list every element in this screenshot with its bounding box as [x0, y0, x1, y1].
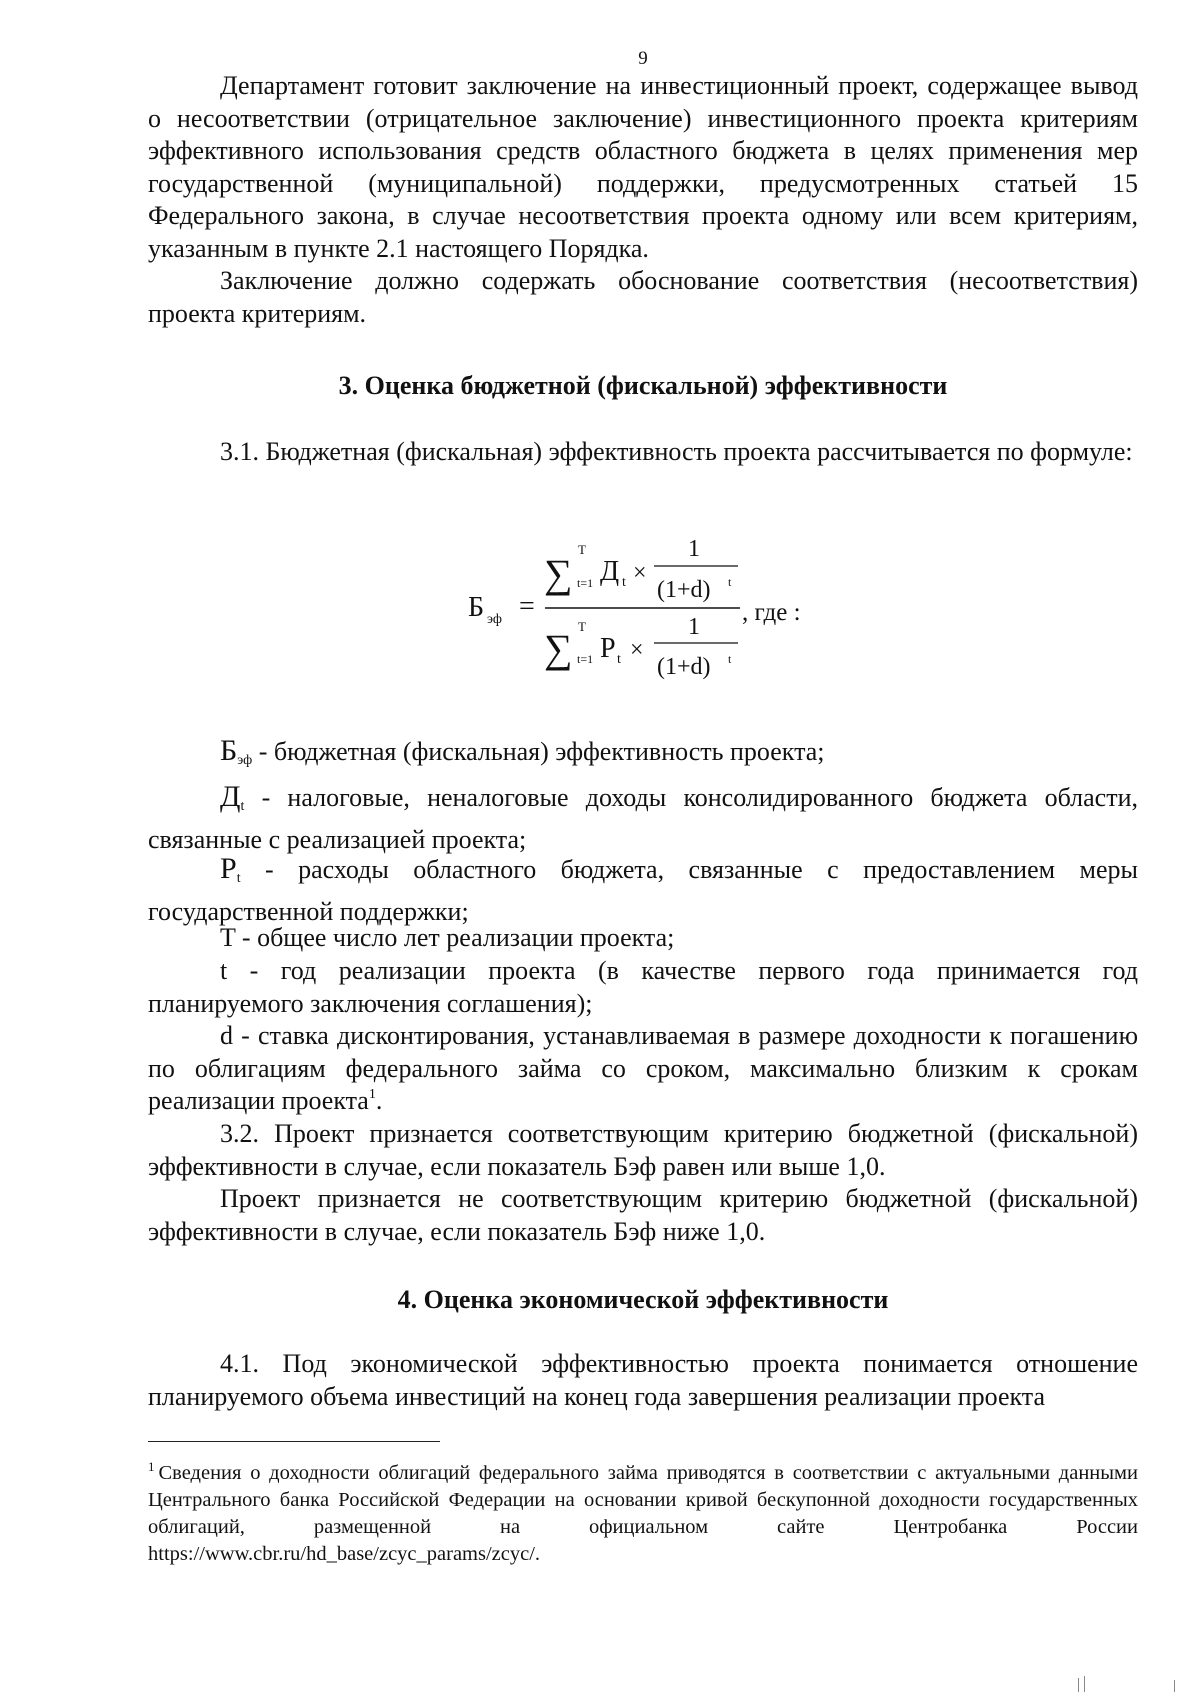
- numerator-inner-one: 1: [688, 536, 700, 562]
- section-3-heading: 3. Оценка бюджетной (фискальной) эффективности: [338, 371, 948, 400]
- denominator-sum-sign: ∑: [544, 626, 573, 671]
- scan-artifact-1: [1078, 1678, 1079, 1692]
- footnote-mark: 1: [148, 1459, 155, 1474]
- denominator-sum-upper: T: [578, 619, 586, 634]
- page-number: 9: [638, 48, 648, 69]
- definition-p-text: - расходы областного бюджета, связанные с предоставлением меры государственной поддержки;: [148, 855, 1138, 926]
- denominator-times: ×: [630, 637, 644, 663]
- denominator-sum-lower: t=1: [577, 652, 594, 666]
- denominator-inner-den: (1+d): [657, 654, 711, 680]
- definition-d-t: [148, 781, 1138, 856]
- numerator-sum-lower: t=1: [577, 576, 594, 590]
- definition-b-ef: [148, 735, 1200, 778]
- formula-lhs-sub: эф: [487, 612, 502, 627]
- section-4-heading: 4. Оценка экономической эффективности: [397, 1285, 889, 1314]
- formula-equals: =: [519, 591, 535, 622]
- definition-b-sub: эф: [237, 753, 253, 768]
- definition-t: t - год реализации проекта (в качестве первого года принимается год планируемого заключения соглашения);: [148, 956, 1138, 1018]
- scan-artifact-2: [1084, 1676, 1085, 1692]
- definition-b-text: - бюджетная (фискальная) эффективность проекта;: [252, 737, 825, 766]
- denominator-var: P: [600, 633, 616, 664]
- formula-svg: [0, 530, 1200, 690]
- definition-b-symbol: Б: [220, 734, 238, 767]
- paragraph-3-1: 3.1. Бюджетная (фискальная) эффективность проекта рассчитывается по формуле:: [220, 437, 1133, 466]
- definition-d-rate-text: d - ставка дисконтирования, устанавливаемая в размере доходности к погашению по облигациям федерального займа со сроком, максимально близким к срокам реализации проекта: [148, 1021, 1138, 1115]
- numerator-inner-exp: t: [728, 575, 732, 589]
- numerator-sum-sign: ∑: [544, 551, 573, 596]
- numerator-var: Д: [600, 556, 620, 587]
- numerator-inner-den: (1+d): [657, 577, 711, 603]
- definition-p-sub: t: [236, 871, 241, 886]
- definition-p-t: [148, 853, 1138, 928]
- paragraph-3-2: 3.2. Проект признается соответствующим критерию бюджетной (фискальной) эффективности в случае, если показатель Бэф равен или выше 1,0.: [148, 1119, 1138, 1181]
- footnote-text: Сведения о доходности облигаций федерального займа приводятся в соответствии с актуальными данными Центрального банка Российской Федерации на основании кривой бескупонной доходности государственных облигаций, размещенной на официальном сайте Центробанка России https://www.cbr.ru/hd_base/zcyc_params/zcyc/.: [148, 1462, 1138, 1565]
- formula-lhs: Б: [468, 592, 485, 623]
- paragraph-conclusion-justification: Заключение должно содержать обоснование соответствия (несоответствия) проекта критериям.: [148, 266, 1138, 328]
- paragraph-3-2-negative: Проект признается не соответствующим критерию бюджетной (фискальной) эффективности в случае, если показатель Бэф ниже 1,0.: [148, 1184, 1138, 1246]
- numerator-var-sub: t: [622, 575, 626, 590]
- paragraph-department-conclusion: Департамент готовит заключение на инвестиционный проект, содержащее вывод о несоответствии (отрицательное заключение) инвестиционного проекта критериям эффективного использования средств областного бюджета в целях применения мер государственной (муниципальной) поддержки, предусмотренных статьей 15 Федерального закона, в случае несоответствия проекта одному или всем критериям, указанным в пункте 2.1 настоящего Порядка.: [148, 71, 1138, 263]
- definition-p-symbol: P: [220, 852, 237, 885]
- definition-d-symbol: Д: [220, 780, 241, 813]
- footnote-separator: [148, 1441, 440, 1442]
- numerator-sum-upper: T: [578, 542, 586, 557]
- denominator-inner-one: 1: [688, 614, 700, 640]
- fiscal-efficiency-formula: [0, 530, 1200, 690]
- formula-where: , где :: [742, 599, 801, 626]
- numerator-times: ×: [633, 560, 647, 586]
- definition-d-rate-end: .: [375, 1086, 383, 1115]
- paragraph-4-1: 4.1. Под экономической эффективностью проекта понимается отношение планируемого объема инвестиций на конец года завершения реализации проекта: [148, 1349, 1138, 1411]
- footnote: [148, 1460, 1138, 1568]
- definition-d-rate: [148, 1020, 1138, 1118]
- definition-T: T - общее число лет реализации проекта;: [220, 923, 675, 952]
- footnote-reference[interactable]: 1: [368, 1087, 376, 1102]
- definition-d-text: - налоговые, неналоговые доходы консолидированного бюджета области, связанные с реализацией проекта;: [148, 783, 1138, 854]
- denominator-inner-exp: t: [728, 652, 732, 666]
- denominator-var-sub: t: [617, 652, 621, 667]
- scan-artifact-3: [1174, 1680, 1175, 1692]
- definition-d-sub: t: [240, 799, 245, 814]
